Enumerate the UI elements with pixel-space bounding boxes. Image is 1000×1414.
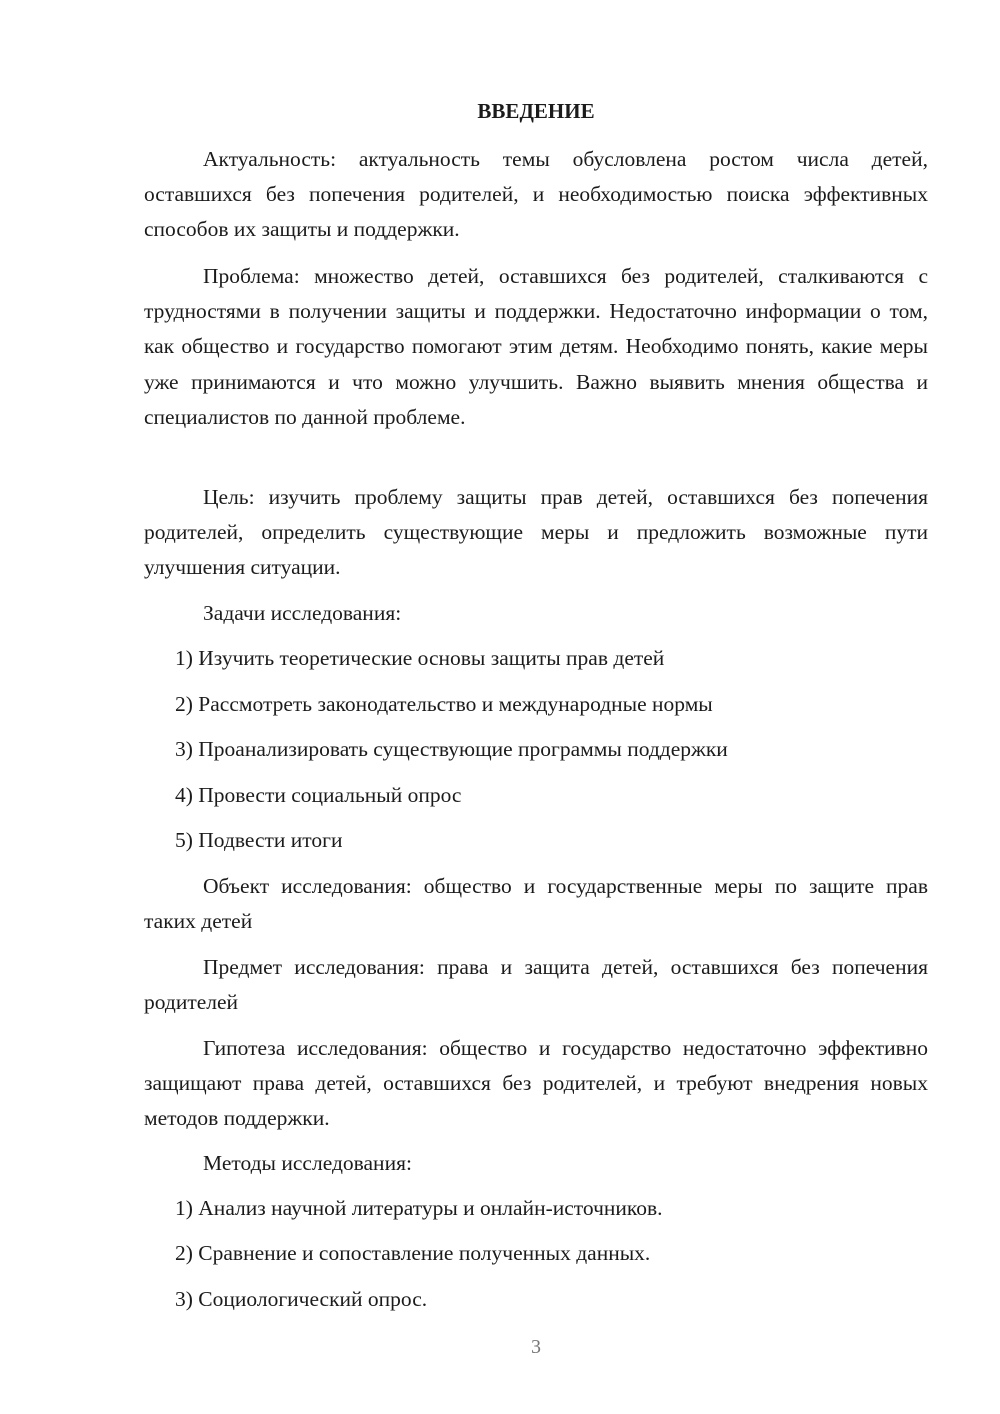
- method-item: 3) Социологический опрос.: [175, 1287, 428, 1311]
- paragraph-subject: Предмет исследования: права и защита детей, оставшихся без попечения родителей: [144, 955, 928, 1015]
- task-item: 1) Изучить теоретические основы защиты прав детей: [175, 646, 665, 670]
- task-item: 3) Проанализировать существующие программы поддержки: [175, 737, 728, 761]
- paragraph-problem: Проблема: множество детей, оставшихся без родителей, сталкиваются с трудностями в получении защиты и поддержки. Недостаточно информации о том, как общество и государство помогают этим детям. Необходимо понять, какие меры уже принимаются и что можно улучшить. Важно выявить мнения общества и специалистов по данной проблеме.: [144, 264, 928, 429]
- paragraph-object: Объект исследования: общество и государственные меры по защите прав таких детей: [144, 874, 928, 934]
- task-item: 5) Подвести итоги: [175, 828, 343, 852]
- method-item: 1) Анализ научной литературы и онлайн-источников.: [175, 1196, 663, 1220]
- task-item: 2) Рассмотреть законодательство и международные нормы: [175, 692, 713, 716]
- tasks-heading: Задачи исследования:: [203, 601, 402, 625]
- method-item: 2) Сравнение и сопоставление полученных данных.: [175, 1241, 651, 1265]
- methods-heading: Методы исследования:: [203, 1151, 412, 1175]
- page-number: 3: [531, 1336, 541, 1358]
- paragraph-relevance: Актуальность: актуальность темы обусловлена ростом числа детей, оставшихся без попечения родителей, и необходимостью поиска эффективных способов их защиты и поддержки.: [144, 147, 928, 242]
- task-item: 4) Провести социальный опрос: [175, 783, 462, 807]
- page-title: ВВЕДЕНИЕ: [477, 99, 595, 123]
- paragraph-goal: Цель: изучить проблему защиты прав детей, оставшихся без попечения родителей, определить существующие меры и предложить возможные пути улучшения ситуации.: [144, 485, 928, 580]
- paragraph-hypothesis: Гипотеза исследования: общество и государство недостаточно эффективно защищают права детей, оставшихся без родителей, и требуют внедрения новых методов поддержки.: [144, 1036, 928, 1131]
